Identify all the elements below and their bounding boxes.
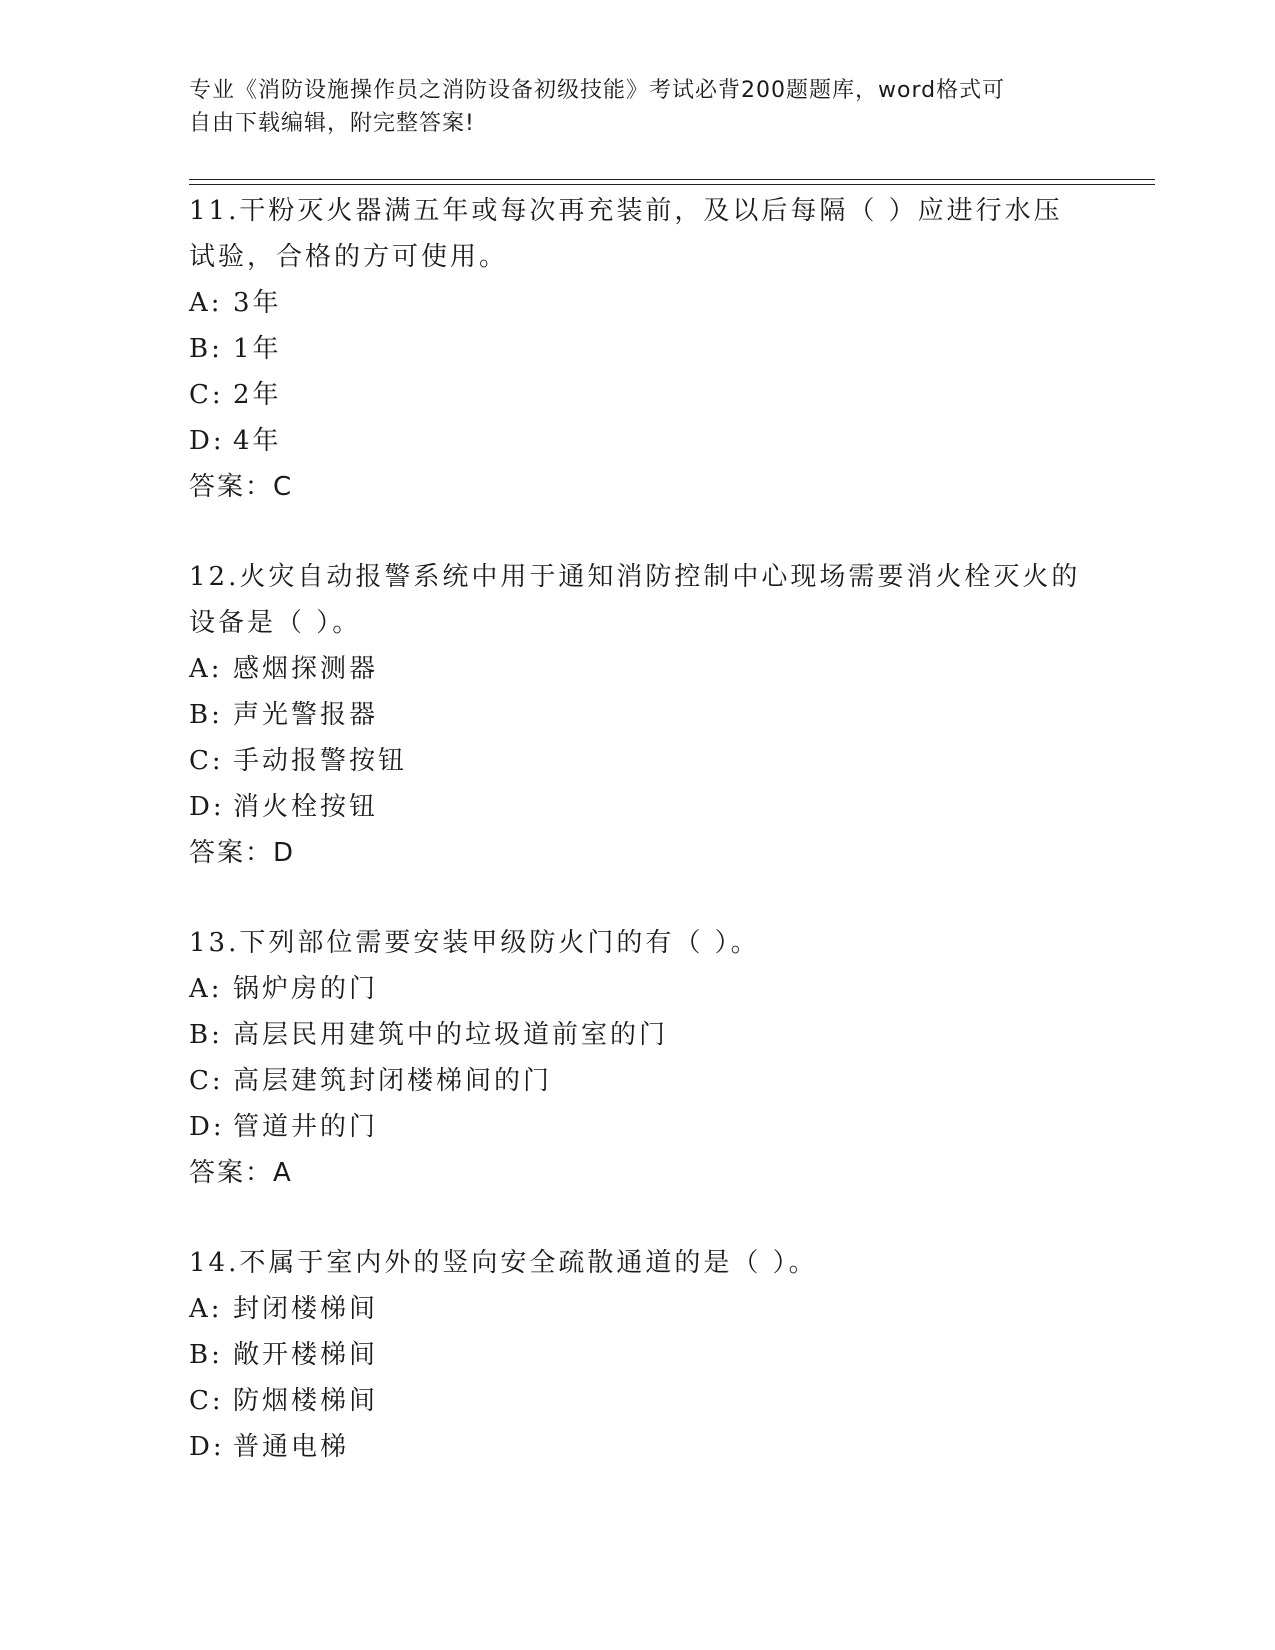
option-text: 4年	[233, 426, 282, 456]
option-a	[189, 1286, 1089, 1332]
header-line-1: 专业《消防设施操作员之消防设备初级技能》考试必背200题题库，word格式可	[189, 78, 1006, 103]
option-text: 防烟楼梯间	[233, 1386, 379, 1416]
header-divider-bottom	[189, 184, 1155, 185]
answer: 答案：D	[189, 838, 296, 868]
option-d	[189, 1424, 1089, 1470]
option-text: 普通电梯	[233, 1432, 350, 1462]
question-13	[189, 920, 1089, 1196]
option-text: 高层建筑封闭楼梯间的门	[233, 1066, 553, 1096]
option-a	[189, 966, 1089, 1012]
option-letter: A:	[189, 654, 223, 684]
option-d	[189, 418, 1089, 464]
option-text: 声光警报器	[233, 700, 379, 730]
option-d	[189, 784, 1089, 830]
option-c	[189, 372, 1089, 418]
option-letter: C:	[189, 380, 224, 410]
option-text: 管道井的门	[233, 1112, 379, 1142]
option-a	[189, 646, 1089, 692]
header-line-2: 自由下载编辑，附完整答案!	[189, 111, 475, 136]
option-c	[189, 738, 1089, 784]
question-11	[189, 188, 1089, 510]
option-letter: B:	[189, 700, 223, 730]
question-stem: 13.下列部位需要安装甲级防火门的有（ ）。	[189, 928, 760, 958]
option-d	[189, 1104, 1089, 1150]
option-text: 消火栓按钮	[233, 792, 379, 822]
option-letter: D:	[189, 792, 225, 822]
option-text: 3年	[233, 288, 282, 318]
option-letter: C:	[189, 1386, 224, 1416]
option-letter: C:	[189, 746, 224, 776]
question-stem: 11.干粉灭火器满五年或每次再充装前，及以后每隔（ ）应进行水压试验，合格的方可使用。	[189, 196, 1063, 272]
option-text: 锅炉房的门	[233, 974, 379, 1004]
option-letter: A:	[189, 974, 223, 1004]
option-letter: B:	[189, 334, 223, 364]
option-letter: A:	[189, 1294, 223, 1324]
option-b	[189, 1332, 1089, 1378]
option-letter: B:	[189, 1340, 223, 1370]
option-text: 手动报警按钮	[233, 746, 408, 776]
header-divider-top	[189, 179, 1155, 180]
option-c	[189, 1058, 1089, 1104]
option-text: 封闭楼梯间	[233, 1294, 379, 1324]
option-letter: C:	[189, 1066, 224, 1096]
option-b	[189, 692, 1089, 738]
document-header	[189, 74, 1089, 140]
option-letter: A:	[189, 288, 223, 318]
option-letter: D:	[189, 1432, 225, 1462]
option-text: 感烟探测器	[233, 654, 379, 684]
option-letter: D:	[189, 1112, 225, 1142]
option-b	[189, 1012, 1089, 1058]
option-letter: B:	[189, 1020, 223, 1050]
answer: 答案：A	[189, 1158, 293, 1188]
option-b	[189, 326, 1089, 372]
option-letter: D:	[189, 426, 225, 456]
question-stem: 14.不属于室内外的竖向安全疏散通道的是（ ）。	[189, 1248, 818, 1278]
option-text: 2年	[233, 380, 282, 410]
option-text: 敞开楼梯间	[233, 1340, 379, 1370]
answer: 答案：C	[189, 472, 294, 502]
question-stem: 12.火灾自动报警系统中用于通知消防控制中心现场需要消火栓灭火的设备是（ ）。	[189, 562, 1081, 638]
question-14	[189, 1240, 1089, 1470]
question-12	[189, 554, 1089, 876]
option-text: 高层民用建筑中的垃圾道前室的门	[233, 1020, 669, 1050]
option-a	[189, 280, 1089, 326]
option-text: 1年	[233, 334, 282, 364]
option-c	[189, 1378, 1089, 1424]
